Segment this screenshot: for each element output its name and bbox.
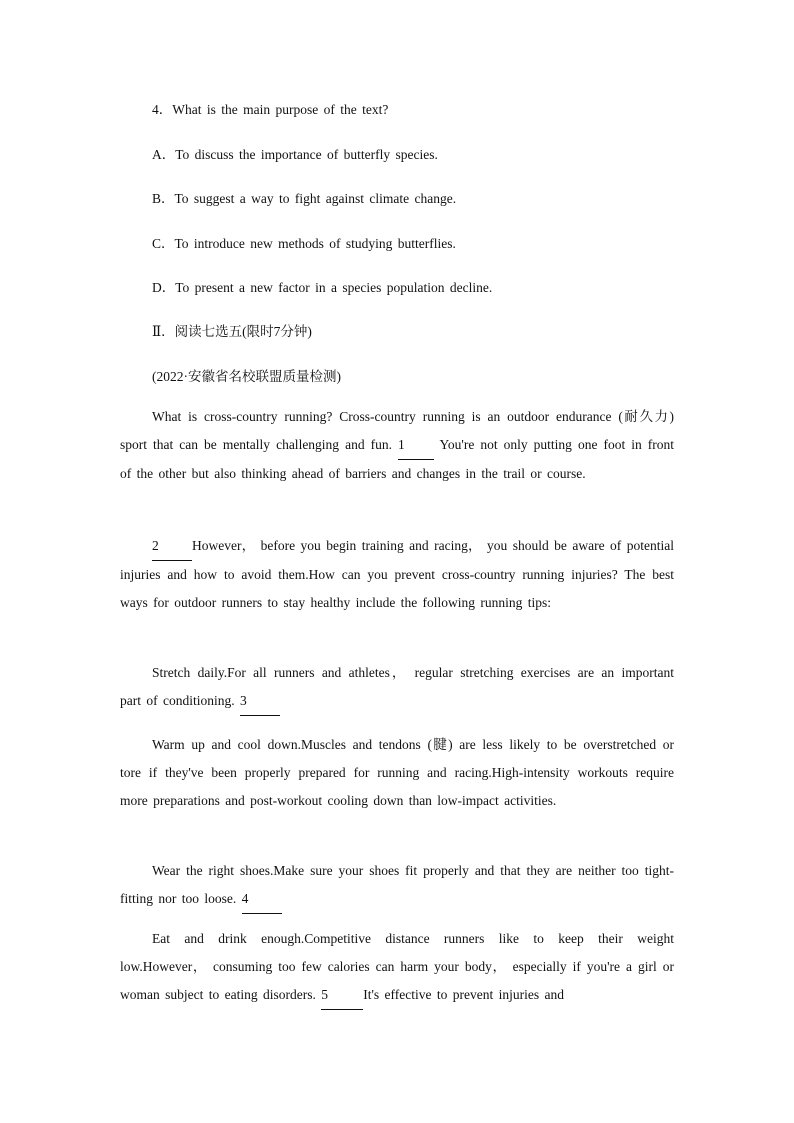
option-d: D．To present a new factor in a species population decline. xyxy=(152,280,493,295)
paragraph-3 xyxy=(120,659,674,716)
question-4-stem: 4．What is the main purpose of the text? xyxy=(152,102,389,117)
blank-5: 5 xyxy=(321,981,363,1010)
paragraph-5 xyxy=(120,857,674,914)
paragraph-6-text-b: It's effective to prevent injuries and xyxy=(363,987,564,1002)
paragraph-3-text: Stretch daily.For all runners and athletes， regular stretching exercises are an important part of conditioning. xyxy=(120,665,674,708)
paragraph-5-text: Wear the right shoes.Make sure your shoes fit properly and that they are neither too tight-fitting nor too loose. xyxy=(120,863,674,906)
paragraph-2 xyxy=(120,532,674,617)
option-a: A．To discuss the importance of butterfly species. xyxy=(152,147,438,162)
paragraph-4 xyxy=(120,731,674,815)
blank-2: 2 xyxy=(152,532,192,561)
option-b: B．To suggest a way to fight against climate change. xyxy=(152,191,457,206)
paragraph-6 xyxy=(120,925,674,1010)
section-title: Ⅱ．阅读七选五(限时7分钟) xyxy=(152,324,312,339)
paragraph-1-text-b: You're not only putting one foot in front of the other but also thinking ahead of barriers and changes in the trail or course. xyxy=(120,437,674,481)
blank-4: 4 xyxy=(242,885,282,914)
paragraph-1-text-a: What is cross-country running? Cross-country running is an outdoor endurance (耐久力) sport that can be mentally challenging and fun. xyxy=(120,409,674,452)
blank-1: 1 xyxy=(398,431,434,460)
section-source: (2022·安徽省名校联盟质量检测) xyxy=(152,369,341,384)
paragraph-2-text: However， before you begin training and racing， you should be aware of potential injuries and how to avoid them.How can you prevent cross-country running injuries? The best ways for outdoor runners to stay healthy include the following running tips: xyxy=(120,538,674,610)
option-c: C．To introduce new methods of studying butterflies. xyxy=(152,236,456,251)
paragraph-4-text: Warm up and cool down.Muscles and tendons (腱) are less likely to be overstretched or tore if they've been properly prepared for running and racing.High-intensity workouts require more preparations and post-workout cooling down than low-impact activities. xyxy=(120,737,674,808)
paragraph-6-text-a: Eat and drink enough.Competitive distance runners like to keep their weight low.However， consuming too few calories can harm your body， especially if you're a girl or woman subject to eating disorders. xyxy=(120,931,674,1002)
blank-3: 3 xyxy=(240,687,280,716)
paragraph-1 xyxy=(120,403,674,488)
